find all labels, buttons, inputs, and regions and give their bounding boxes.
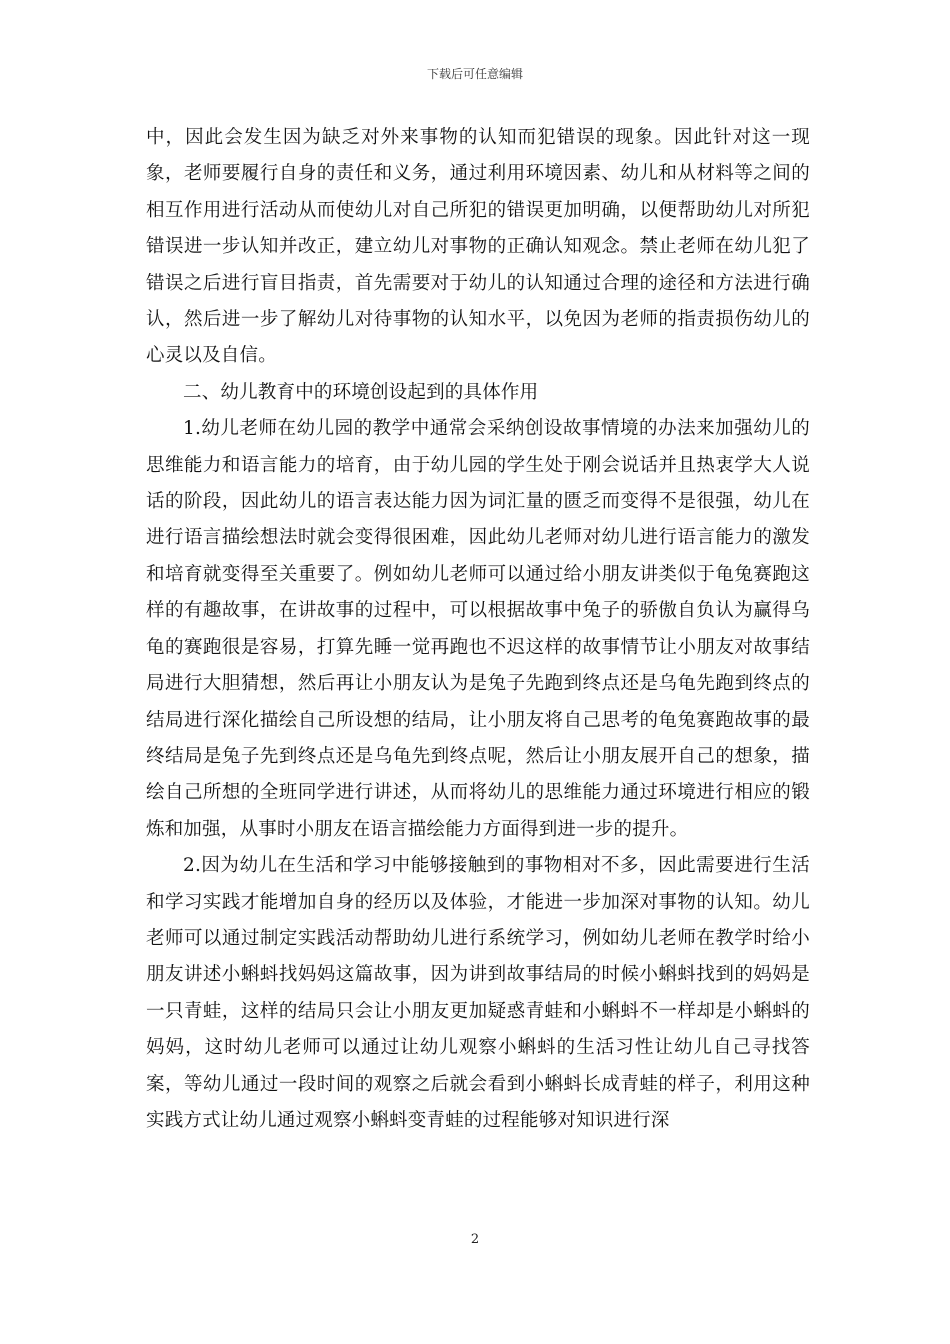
document-body [146, 120, 810, 1139]
paragraph-continuation: 中，因此会发生因为缺乏对外来事物的认知而犯错误的现象。因此针对这一现象，老师要履行自身的责任和义务，通过利用环境因素、幼儿和从材料等之间的相互作用进行活动从而使幼儿对自己所犯的错误更加明确，以便帮助幼儿对所犯错误进一步认知并改正，建立幼儿对事物的正确认知观念。禁止老师在幼儿犯了错误之后进行盲目指责，首先需要对于幼儿的认知通过合理的途径和方法进行确认，然后进一步了解幼儿对待事物的认知水平，以免因为老师的指责损伤幼儿的心灵以及自信。 [146, 127, 810, 367]
paragraph-item-1: 1.幼儿老师在幼儿园的教学中通常会采纳创设故事情境的办法来加强幼儿的思维能力和语言能力的培育，由于幼儿园的学生处于刚会说话并且热衷学大人说话的阶段，因此幼儿的语言表达能力因为词汇量的匮乏而变得不是很强，幼儿在进行语言描绘想法时就会变得很困难，因此幼儿老师对幼儿进行语言能力的激发和培育就变得至关重要了。例如幼儿老师可以通过给小朋友讲类似于龟兔赛跑这样的有趣故事，在讲故事的过程中，可以根据故事中兔子的骄傲自负认为赢得乌龟的赛跑很是容易，打算先睡一觉再跑也不迟这样的故事情节让小朋友对故事结局进行大胆猜想，然后再让小朋友认为是兔子先跑到终点还是乌龟先跑到终点的结局进行深化描绘自己所设想的结局，让小朋友将自己思考的龟兔赛跑故事的最终结局是兔子先到终点还是乌龟先到终点呢，然后让小朋友展开自己的想象，描绘自己所想的全班同学进行讲述，从而将幼儿的思维能力通过环境进行相应的锻炼和加强，从事时小朋友在语言描绘能力方面得到进一步的提升。 [146, 418, 810, 840]
paragraph-item-2: 2.因为幼儿在生活和学习中能够接触到的事物相对不多，因此需要进行生活和学习实践才能增加自身的经历以及体验，才能进一步加深对事物的认知。幼儿老师可以通过制定实践活动帮助幼儿进行系统学习，例如幼儿老师在教学时给小朋友讲述小蝌蚪找妈妈这篇故事，因为讲到故事结局的时候小蝌蚪找到的妈妈是一只青蛙，这样的结局只会让小朋友更加疑惑青蛙和小蝌蚪不一样却是小蝌蚪的妈妈，这时幼儿老师可以通过让幼儿观察小蝌蚪的生活习性让幼儿自己寻找答案，等幼儿通过一段时间的观察之后就会看到小蝌蚪长成青蛙的样子，利用这种实践方式让幼儿通过观察小蝌蚪变青蛙的过程能够对知识进行深 [146, 855, 810, 1131]
section-heading: 二、幼儿教育中的环境创设起到的具体作用 [183, 381, 539, 403]
page-header: 下载后可任意编辑 [426, 67, 523, 81]
page-number: 2 [470, 1232, 480, 1247]
